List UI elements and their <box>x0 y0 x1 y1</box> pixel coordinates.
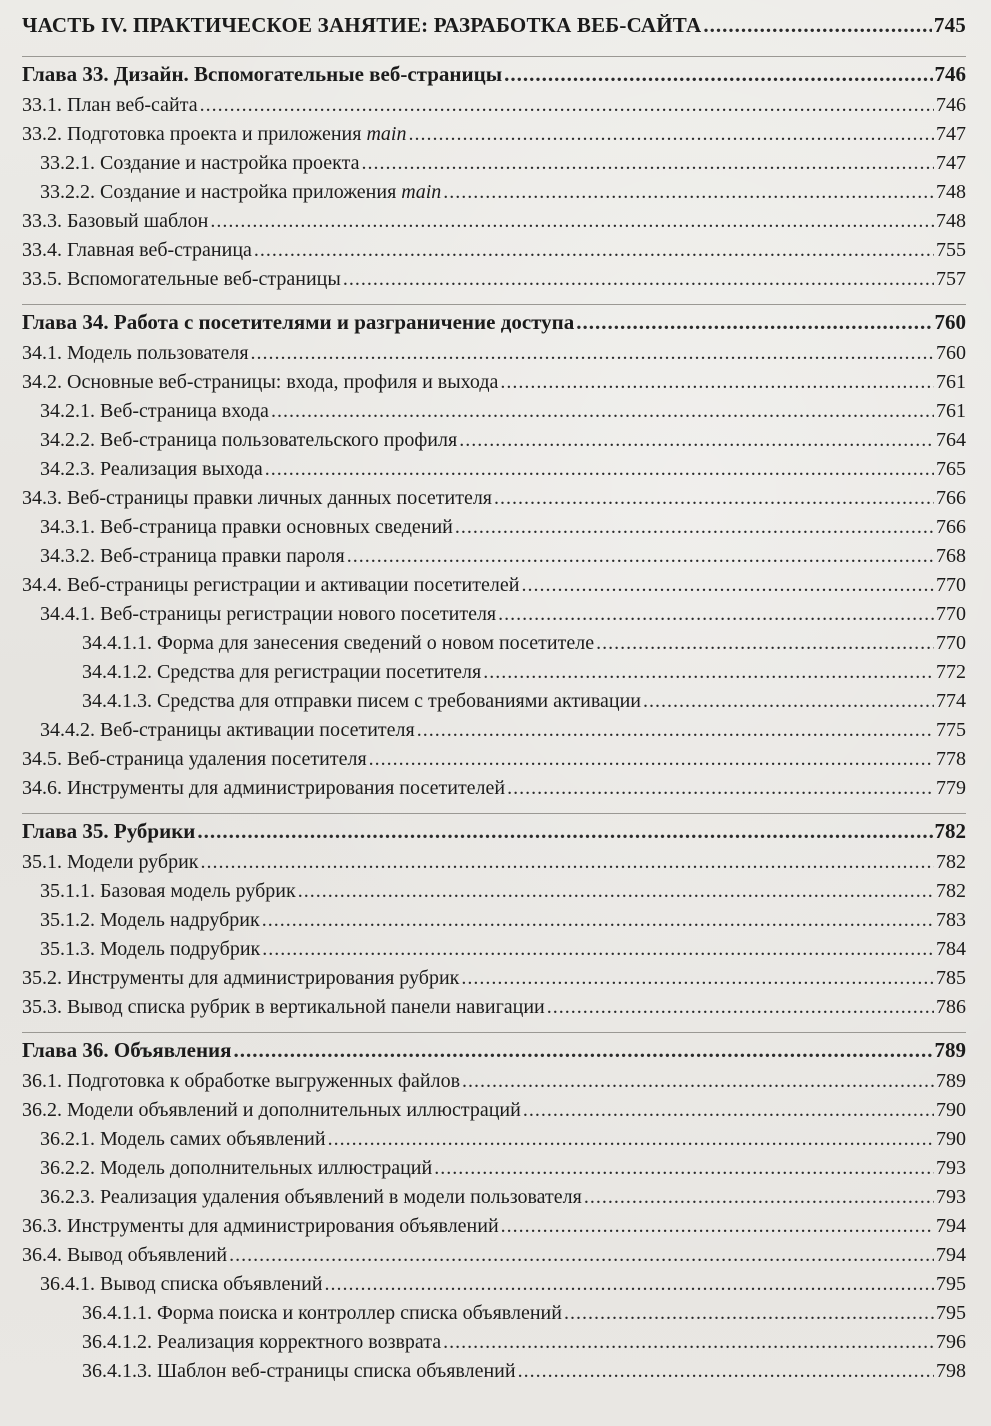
entry-page-number: 768 <box>936 545 966 567</box>
dot-leader <box>229 1241 934 1270</box>
dot-leader <box>703 2 932 48</box>
part-title: ЧАСТЬ IV. ПРАКТИЧЕСКОЕ ЗАНЯТИЕ: РАЗРАБОТКА ВЕБ-САЙТА <box>22 13 702 37</box>
dot-leader <box>459 426 934 455</box>
section-title: Инструменты для администрирования рубрик <box>67 967 460 989</box>
section-title: Создание и настройка приложения <box>100 181 397 203</box>
toc-entry[interactable] <box>22 1212 966 1241</box>
toc-entry-title <box>22 1241 227 1270</box>
dot-leader <box>443 1328 934 1357</box>
section-title: Вывод объявлений <box>67 1244 228 1266</box>
section-number: 36.2.2. <box>40 1157 95 1179</box>
toc-entry-title <box>22 964 459 993</box>
entry-page-number: 748 <box>936 210 966 232</box>
toc-entry[interactable] <box>22 265 966 294</box>
dot-leader <box>461 964 934 993</box>
section-title: Модель пользователя <box>67 342 249 364</box>
dot-leader <box>262 906 934 935</box>
toc-entry[interactable] <box>22 1067 966 1096</box>
toc-entry[interactable] <box>22 120 966 149</box>
chapter-page-number: 782 <box>934 819 966 843</box>
section-number: 33.5. <box>22 268 62 290</box>
toc-entry-title <box>40 178 441 207</box>
toc-entry[interactable] <box>22 91 966 120</box>
section-title: Вывод списка объявлений <box>100 1273 323 1295</box>
dot-leader <box>507 774 934 803</box>
section-title: Форма для занесения сведений о новом посетителе <box>157 632 595 654</box>
chapter-title: Глава 34. Работа с посетителями и разграничение доступа <box>22 310 575 334</box>
section-number: 36.4.1. <box>40 1273 95 1295</box>
dot-leader <box>434 1154 934 1183</box>
entry-page-number: 765 <box>936 458 966 480</box>
section-number: 35.1. <box>22 851 62 873</box>
dot-leader <box>197 814 932 848</box>
entry-page-number: 757 <box>936 268 966 290</box>
section-title: Веб-страницы регистрации и активации посетителей <box>67 574 520 596</box>
section-number: 34.3.2. <box>40 545 95 567</box>
toc-entry[interactable] <box>22 397 966 426</box>
section-number: 34.4.1. <box>40 603 95 625</box>
dot-leader <box>254 236 934 265</box>
section-number: 35.1.3. <box>40 938 95 960</box>
toc-entry-title <box>40 716 415 745</box>
dot-leader <box>596 629 934 658</box>
dot-leader <box>262 935 934 964</box>
toc-entry-title <box>22 91 198 120</box>
entry-page-number: 772 <box>936 661 966 683</box>
entry-page-number: 747 <box>936 152 966 174</box>
toc-entry[interactable] <box>22 774 966 803</box>
dot-leader <box>369 745 934 774</box>
entry-page-number: 748 <box>936 181 966 203</box>
dot-leader <box>328 1125 934 1154</box>
entry-page-number: 786 <box>936 996 966 1018</box>
toc-entry-title <box>22 1212 499 1241</box>
part-page-number: 745 <box>933 13 966 37</box>
toc-entry[interactable] <box>22 484 966 513</box>
dot-leader <box>500 368 934 397</box>
section-title: Веб-страницы регистрации нового посетителя <box>100 603 497 625</box>
dot-leader <box>417 716 934 745</box>
chapter-page-number: 760 <box>934 310 966 334</box>
section-number: 36.4. <box>22 1244 62 1266</box>
section-number: 34.1. <box>22 342 62 364</box>
toc-entry-title <box>82 658 481 687</box>
toc-chapter-heading[interactable] <box>22 813 966 848</box>
section-number: 34.2.1. <box>40 400 95 422</box>
section-title: Веб-страница правки основных сведений <box>100 516 453 538</box>
dot-leader <box>523 1096 934 1125</box>
toc-entry[interactable] <box>22 513 966 542</box>
toc-entry[interactable] <box>22 542 966 571</box>
toc-chapter-heading[interactable] <box>22 56 966 91</box>
toc-entry[interactable] <box>22 877 966 906</box>
section-number: 36.2.3. <box>40 1186 95 1208</box>
entry-page-number: 764 <box>936 429 966 451</box>
toc-entry[interactable] <box>22 149 966 178</box>
entry-page-number: 782 <box>936 880 966 902</box>
section-number: 36.4.1.1. <box>82 1302 152 1324</box>
section-title: Веб-страница входа <box>100 400 269 422</box>
section-number: 33.3. <box>22 210 62 232</box>
entry-page-number: 747 <box>936 123 966 145</box>
section-number: 36.3. <box>22 1215 62 1237</box>
entry-page-number: 796 <box>936 1331 966 1353</box>
toc-entry[interactable] <box>22 571 966 600</box>
toc-entry[interactable] <box>22 964 966 993</box>
entry-page-number: 774 <box>936 690 966 712</box>
section-title: Реализация корректного возврата <box>157 1331 442 1353</box>
dot-leader <box>200 91 934 120</box>
section-title: Реализация удаления объявлений в модели пользователя <box>100 1186 582 1208</box>
toc-entry[interactable] <box>22 745 966 774</box>
section-number: 34.2.3. <box>40 458 95 480</box>
toc-entry-title <box>22 484 492 513</box>
dot-leader <box>547 993 934 1022</box>
section-number: 34.3.1. <box>40 516 95 538</box>
section-number: 35.1.1. <box>40 880 95 902</box>
toc-entry-title <box>22 368 498 397</box>
section-number: 33.4. <box>22 239 62 261</box>
entry-page-number: 783 <box>936 909 966 931</box>
entry-page-number: 775 <box>936 719 966 741</box>
dot-leader <box>584 1183 934 1212</box>
section-title: Реализация выхода <box>100 458 263 480</box>
section-title: Веб-страницы активации посетителя <box>100 719 415 741</box>
section-number: 36.1. <box>22 1070 62 1092</box>
toc-entry[interactable] <box>22 600 966 629</box>
section-title: Базовая модель рубрик <box>100 880 296 902</box>
toc-entry[interactable] <box>22 426 966 455</box>
section-number: 34.4.1.2. <box>82 661 152 683</box>
toc-entry[interactable] <box>22 207 966 236</box>
toc-chapter-heading[interactable] <box>22 304 966 339</box>
section-number: 33.2. <box>22 123 62 145</box>
entry-page-number: 784 <box>936 938 966 960</box>
dot-leader <box>362 149 935 178</box>
toc-entry-title <box>40 906 260 935</box>
toc-entry[interactable] <box>22 1096 966 1125</box>
entry-page-number: 782 <box>936 851 966 873</box>
section-title-code: main <box>401 181 442 203</box>
entry-page-number: 795 <box>936 1273 966 1295</box>
toc-entry[interactable] <box>22 1270 966 1299</box>
toc-entry-title <box>40 600 496 629</box>
section-title: Главная веб-страница <box>67 239 252 261</box>
toc-entry-title <box>40 397 269 426</box>
section-number: 34.4. <box>22 574 62 596</box>
entry-page-number: 770 <box>936 603 966 625</box>
section-number: 35.3. <box>22 996 62 1018</box>
toc-entry[interactable] <box>22 935 966 964</box>
section-title: Веб-страница удаления посетителя <box>67 748 367 770</box>
entry-page-number: 790 <box>936 1128 966 1150</box>
entry-page-number: 770 <box>936 632 966 654</box>
dot-leader <box>498 600 934 629</box>
section-title: Подготовка проекта и приложения <box>67 123 362 145</box>
entry-page-number: 795 <box>936 1302 966 1324</box>
section-number: 34.2.2. <box>40 429 95 451</box>
chapter-title: Глава 33. Дизайн. Вспомогательные веб-страницы <box>22 62 503 86</box>
entry-page-number: 746 <box>936 94 966 116</box>
entry-page-number: 755 <box>936 239 966 261</box>
toc-entry-title <box>40 1125 326 1154</box>
section-number: 36.4.1.2. <box>82 1331 152 1353</box>
toc-entry[interactable] <box>22 993 966 1022</box>
dot-leader <box>210 207 934 236</box>
toc-entry-title <box>22 265 341 294</box>
section-number: 33.2.1. <box>40 152 95 174</box>
dot-leader <box>234 1033 933 1067</box>
toc-entry-title <box>82 629 594 658</box>
entry-page-number: 790 <box>936 1099 966 1121</box>
dot-leader <box>298 877 934 906</box>
section-title: Вывод списка рубрик в вертикальной панели навигации <box>67 996 545 1018</box>
section-title: Модель самих объявлений <box>100 1128 326 1150</box>
toc-entry[interactable] <box>22 687 966 716</box>
dot-leader <box>271 397 934 426</box>
dot-leader <box>494 484 934 513</box>
entry-page-number: 798 <box>936 1360 966 1382</box>
section-number: 34.4.1.3. <box>82 690 152 712</box>
dot-leader <box>347 542 934 571</box>
toc-part-heading[interactable] <box>22 2 966 48</box>
toc-entry[interactable] <box>22 906 966 935</box>
section-title: Модели объявлений и дополнительных иллюстраций <box>67 1099 521 1121</box>
entry-page-number: 766 <box>936 487 966 509</box>
section-number: 36.2. <box>22 1099 62 1121</box>
dot-leader <box>343 265 934 294</box>
toc-entry-title <box>40 455 263 484</box>
dot-leader <box>462 1067 934 1096</box>
section-title: Вспомогательные веб-страницы <box>67 268 341 290</box>
section-number: 34.6. <box>22 777 62 799</box>
toc-entry-title <box>22 1067 460 1096</box>
entry-page-number: 770 <box>936 574 966 596</box>
toc-entry-title <box>22 993 545 1022</box>
toc-entry[interactable] <box>22 1299 966 1328</box>
dot-leader <box>504 57 932 91</box>
toc-entry-title <box>40 542 345 571</box>
dot-leader <box>518 1357 934 1386</box>
toc-entry-title <box>82 1357 516 1386</box>
entry-page-number: 793 <box>936 1157 966 1179</box>
toc-entry-title <box>82 687 641 716</box>
entry-page-number: 779 <box>936 777 966 799</box>
toc-entry-title <box>40 1154 432 1183</box>
toc-entry-title <box>82 1328 441 1357</box>
toc-entry[interactable] <box>22 1241 966 1270</box>
toc-entry[interactable] <box>22 716 966 745</box>
toc-entry-title <box>22 236 252 265</box>
section-number: 35.1.2. <box>40 909 95 931</box>
toc-entry-title <box>22 745 367 774</box>
dot-leader <box>408 120 934 149</box>
chapters-container <box>22 56 966 1386</box>
section-number: 34.3. <box>22 487 62 509</box>
toc-entry-title <box>22 774 505 803</box>
toc-entry[interactable] <box>22 629 966 658</box>
section-title: Основные веб-страницы: входа, профиля и выхода <box>67 371 499 393</box>
entry-page-number: 761 <box>936 371 966 393</box>
table-of-contents <box>22 2 966 1386</box>
toc-entry-title <box>22 207 208 236</box>
dot-leader <box>443 178 934 207</box>
section-title: Шаблон веб-страницы списка объявлений <box>157 1360 516 1382</box>
dot-leader <box>325 1270 935 1299</box>
section-number: 36.2.1. <box>40 1128 95 1150</box>
entry-page-number: 761 <box>936 400 966 422</box>
toc-entry[interactable] <box>22 1328 966 1357</box>
dot-leader <box>501 1212 934 1241</box>
section-number: 35.2. <box>22 967 62 989</box>
toc-entry-title <box>40 1183 582 1212</box>
entry-page-number: 789 <box>936 1070 966 1092</box>
dot-leader <box>564 1299 934 1328</box>
toc-entry[interactable] <box>22 236 966 265</box>
dot-leader <box>576 305 932 339</box>
toc-entry[interactable] <box>22 1183 966 1212</box>
section-title: Веб-страница пользовательского профиля <box>100 429 458 451</box>
chapter-page-number: 746 <box>934 62 966 86</box>
chapter-page-number: 789 <box>934 1038 966 1062</box>
dot-leader <box>483 658 934 687</box>
section-title: Веб-страницы правки личных данных посетителя <box>67 487 492 509</box>
section-title: Веб-страница правки пароля <box>100 545 345 567</box>
toc-entry-title <box>40 513 453 542</box>
section-title: Средства для отправки писем с требованиями активации <box>157 690 642 712</box>
entry-page-number: 760 <box>936 342 966 364</box>
section-title: Средства для регистрации посетителя <box>157 661 482 683</box>
entry-page-number: 785 <box>936 967 966 989</box>
section-title: Модель дополнительных иллюстраций <box>100 1157 433 1179</box>
toc-entry[interactable] <box>22 368 966 397</box>
toc-entry[interactable] <box>22 658 966 687</box>
toc-entry[interactable] <box>22 848 966 877</box>
toc-entry[interactable] <box>22 1357 966 1386</box>
dot-leader <box>455 513 934 542</box>
section-number: 33.2.2. <box>40 181 95 203</box>
dot-leader <box>643 687 934 716</box>
section-number: 36.4.1.3. <box>82 1360 152 1382</box>
toc-entry[interactable] <box>22 455 966 484</box>
section-number: 34.2. <box>22 371 62 393</box>
toc-entry-title <box>40 877 296 906</box>
section-title-code: main <box>366 123 407 145</box>
section-title: Форма поиска и контроллер списка объявлений <box>157 1302 562 1324</box>
section-title: Создание и настройка проекта <box>100 152 360 174</box>
section-number: 34.5. <box>22 748 62 770</box>
section-number: 33.1. <box>22 94 62 116</box>
toc-entry-title <box>22 1096 521 1125</box>
section-title: Подготовка к обработке выгруженных файлов <box>67 1070 461 1092</box>
toc-entry[interactable] <box>22 178 966 207</box>
dot-leader <box>265 455 934 484</box>
entry-page-number: 794 <box>936 1215 966 1237</box>
toc-entry-title <box>40 426 457 455</box>
dot-leader <box>251 339 934 368</box>
section-title: Инструменты для администрирования посетителей <box>67 777 506 799</box>
dot-leader <box>201 848 934 877</box>
toc-entry-title <box>82 1299 562 1328</box>
section-title: Инструменты для администрирования объявлений <box>67 1215 499 1237</box>
section-title: План веб-сайта <box>67 94 198 116</box>
toc-entry-title <box>22 120 406 149</box>
toc-entry-title <box>22 339 249 368</box>
dot-leader <box>521 571 934 600</box>
section-title: Модель надрубрик <box>100 909 260 931</box>
section-title: Модель подрубрик <box>100 938 261 960</box>
toc-entry[interactable] <box>22 1154 966 1183</box>
section-title: Базовый шаблон <box>67 210 209 232</box>
toc-entry-title <box>22 571 519 600</box>
toc-entry-title <box>22 848 199 877</box>
entry-page-number: 794 <box>936 1244 966 1266</box>
section-number: 34.4.2. <box>40 719 95 741</box>
toc-entry-title <box>40 149 360 178</box>
entry-page-number: 766 <box>936 516 966 538</box>
toc-chapter-heading[interactable] <box>22 1032 966 1067</box>
section-number: 34.4.1.1. <box>82 632 152 654</box>
chapter-title: Глава 36. Объявления <box>22 1038 232 1062</box>
entry-page-number: 793 <box>936 1186 966 1208</box>
section-title: Модели рубрик <box>67 851 199 873</box>
toc-entry[interactable] <box>22 339 966 368</box>
toc-entry-title <box>40 935 260 964</box>
toc-entry[interactable] <box>22 1125 966 1154</box>
toc-entry-title <box>40 1270 323 1299</box>
chapter-title: Глава 35. Рубрики <box>22 819 196 843</box>
entry-page-number: 778 <box>936 748 966 770</box>
